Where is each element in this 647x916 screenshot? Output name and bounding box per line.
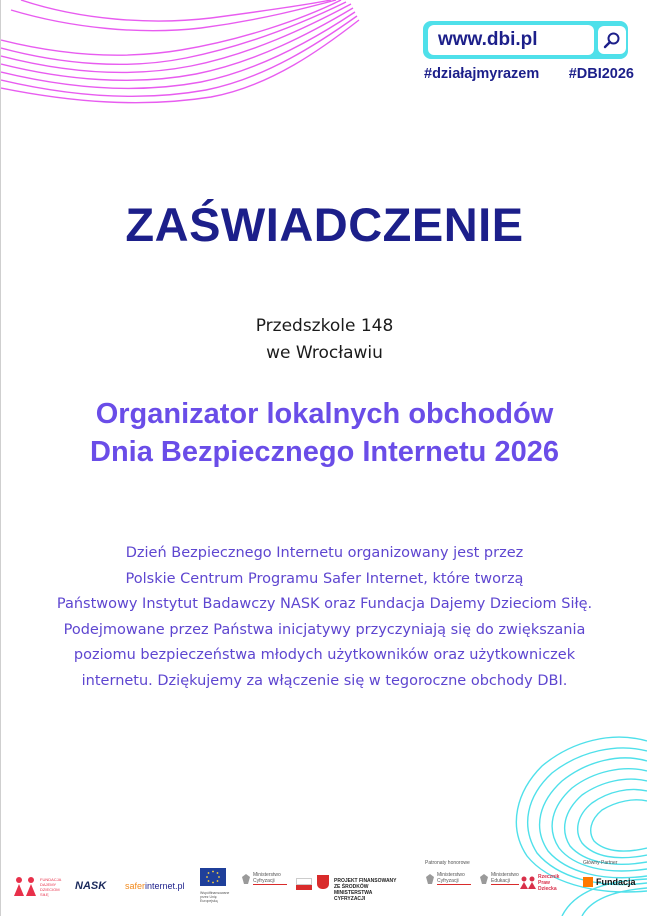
search-field (428, 25, 594, 55)
poland-emblem (317, 875, 329, 889)
hashtag-dzialajmy: #działajmyrazem (424, 66, 540, 82)
eu-flag-icon (200, 868, 226, 886)
ministry-education-label: Ministerstwo Edukacji (491, 872, 519, 884)
funding-note: PROJEKT FINANSOWANY ZE ŚRODKÓW MINISTERSTWA CYFRYZACJI (334, 878, 397, 902)
eu-logo (200, 868, 230, 903)
rpd-logo (520, 874, 568, 892)
role-heading (1, 395, 647, 471)
safer-prefix: safer (125, 881, 146, 891)
safer-suffix: internet.pl (145, 881, 185, 891)
honorary-label: Patronaty honorowe (425, 860, 470, 866)
orange-square (583, 877, 593, 887)
fdds-label: FUNDACJA DAJEMY DZIECIOM SIŁĘ (40, 877, 62, 897)
search-icon (603, 31, 621, 49)
description (21, 541, 628, 694)
search-bar (423, 21, 628, 59)
certificate-title: ZAŚWIADCZENIE (125, 198, 524, 251)
orange-foundation-label: Fundacja (596, 877, 636, 887)
orange-foundation-logo (583, 877, 636, 887)
ministry-digital-logo (241, 872, 287, 885)
partner-logos (13, 860, 638, 906)
description-line: Dzień Bezpiecznego Internetu organizowany jest przez (125, 545, 524, 561)
ministry-digital-label: Ministerstwo Cyfryzacji (253, 872, 287, 885)
ministry-education-logo (479, 872, 519, 885)
hashtag-dbi: #DBI2026 (568, 66, 634, 82)
main-partner-label: Główny Partner (583, 860, 618, 866)
pink-wave-decoration (1, 0, 361, 110)
eagle-emblem-icon (479, 873, 489, 885)
fdds-logo (13, 876, 64, 898)
eagle-emblem-icon (425, 873, 435, 885)
description-line: Polskie Centrum Programu Safer Internet, które tworzą (125, 570, 524, 587)
description-line: poziomu bezpieczeństwa młodych użytkowników oraz użytkowniczek (73, 647, 576, 663)
rpd-label: Rzecznik Praw Dziecka (538, 874, 560, 892)
nask-logo: NASK (75, 880, 107, 892)
saferinternet-logo (125, 881, 185, 891)
poland-flag (296, 878, 312, 888)
role-line-1: Organizator lokalnych obchodów (95, 398, 554, 430)
ministry-digital-2-label: Ministerstwo Cyfryzacji (437, 872, 471, 885)
description-line: Państwowy Instytut Badawczy NASK oraz Fundacja Dajemy Dzieciom Siłę. (56, 596, 593, 612)
eagle-emblem-icon (241, 873, 251, 885)
search-value: www.dbi.pl (438, 29, 538, 50)
search-button (598, 26, 626, 54)
recipient-city: we Wrocławiu (266, 343, 383, 363)
description-line: internetu. Dziękujemy za włączenie się w tegoroczne obchody DBI. (81, 672, 568, 689)
rpd-figures-icon (520, 876, 536, 890)
ministry-digital-2-logo (425, 872, 471, 885)
role-line-2: Dnia Bezpiecznego Internetu 2026 (90, 436, 559, 468)
recipient-block (1, 313, 647, 367)
eu-caption: Współfinansowane przez Unię Europejską (200, 891, 230, 903)
hashtags (424, 66, 634, 82)
children-figures-icon (13, 876, 37, 898)
recipient-name: Przedszkole 148 (255, 316, 394, 336)
description-line: Podejmowane przez Państwa inicjatywy przyczyniają się do zwiększania (63, 621, 586, 638)
